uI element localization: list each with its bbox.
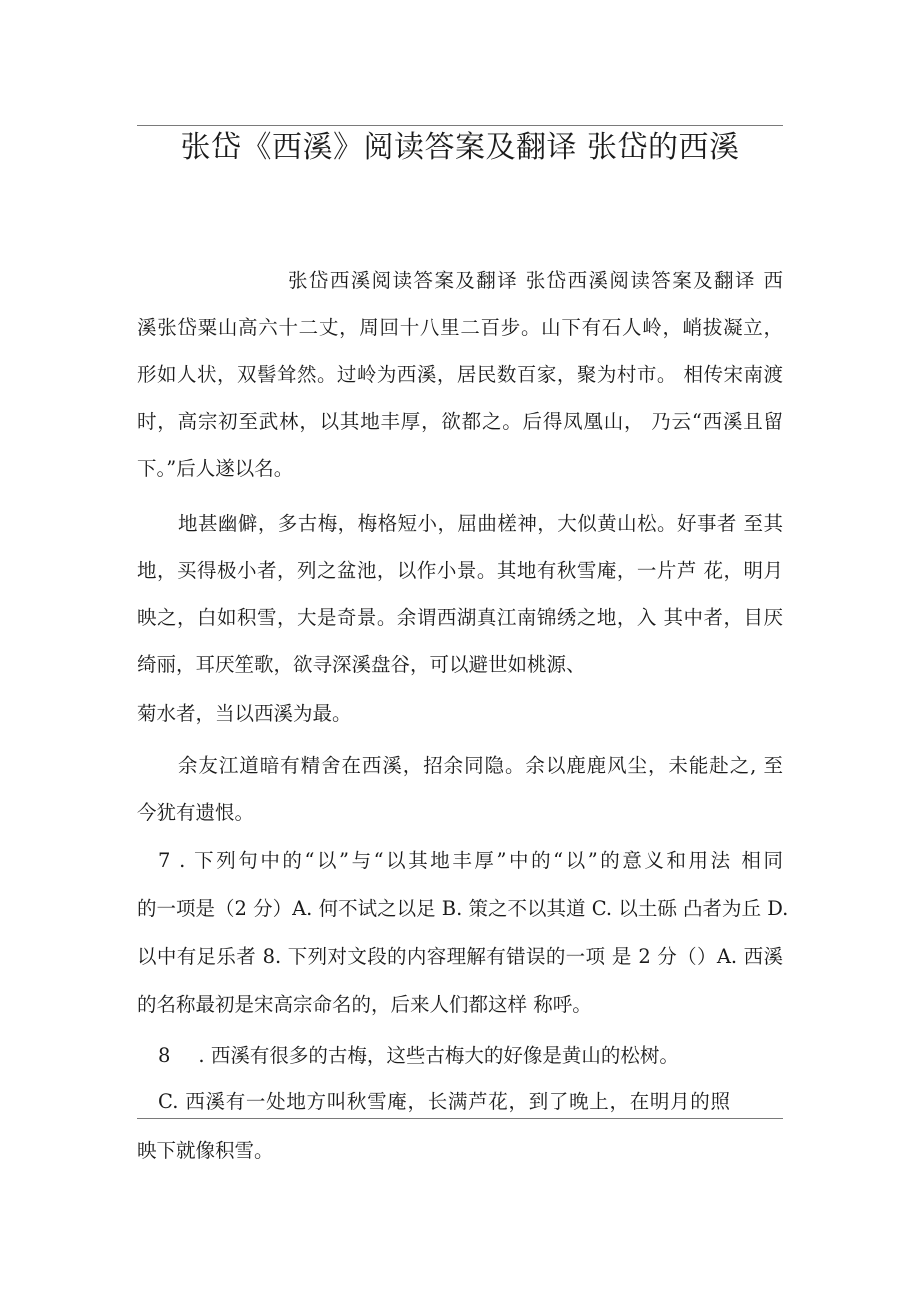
paragraph-line: 今犹有遗恨。	[137, 801, 255, 824]
header-rule	[137, 125, 783, 126]
paragraph-line: 映之，白如积雪，大是奇景。余谓西湖真江南锦绣之地，入 其中者，目厌	[137, 606, 783, 629]
page-title: 张岱《西溪》阅读答案及翻译 张岱的西溪	[180, 130, 740, 165]
paragraph-line: 地甚幽僻，多古梅，梅格短小，屈曲槎神，大似黄山松。好事者 至其	[178, 512, 783, 535]
question-line: 7 . 下列句中的“以”与“以其地丰厚”中的“以”的意义和用法 相同	[158, 849, 783, 872]
paragraph-line: 地，买得极小者，列之盆池，以作小景。其地有秋雪庵，一片芦 花，明月	[137, 559, 783, 582]
paragraph-line: 下。”后人遂以名。	[137, 457, 294, 480]
paragraph-line: 溪张岱粟山高六十二丈，周回十八里二百步。山下有石人岭，峭拔凝立，	[137, 316, 783, 339]
question-line: 以中有足乐者 8. 下列对文段的内容理解有错误的一项 是 2 分（）A. 西溪	[137, 945, 783, 968]
question-line: 映下就像积雪。	[137, 1139, 274, 1162]
paragraph-line: 余友江道暗有精舍在西溪，招余同隐。余以鹿鹿风尘，未能赴之, 至	[178, 754, 783, 777]
question-line	[158, 1041, 679, 1071]
paragraph-line: 时，高宗初至武林，以其地丰厚，欲都之。后得凤凰山， 乃云“西溪且留	[137, 410, 783, 433]
question-number: 8	[158, 1044, 171, 1067]
paragraph-line: 形如人状，双髻耸然。过岭为西溪，居民数百家，聚为村市。 相传宋南渡	[137, 363, 783, 386]
divider-rule	[137, 1118, 783, 1119]
paragraph-line: 菊水者，当以西溪为最。	[137, 702, 352, 725]
option-text: . 西溪有很多的古梅，这些古梅大的好像是黄山的松树。	[198, 1044, 679, 1067]
question-line: 的一项是（2 分）A. 何不试之以足 B. 策之不以其道 C. 以土砾 凸者为丘 D.	[137, 897, 789, 920]
paragraph-line: 绮丽，耳厌笙歌，欲寻深溪盘谷，可以避世如桃源、	[137, 653, 586, 676]
paragraph-line: 张岱西溪阅读答案及翻译 张岱西溪阅读答案及翻译 西	[288, 269, 783, 292]
question-line: 的名称最初是宋高宗命名的，后来人们都这样 称呼。	[137, 993, 592, 1016]
question-line: C. 西溪有一处地方叫秋雪庵，长满芦花，到了晚上，在明月的照	[158, 1090, 730, 1113]
